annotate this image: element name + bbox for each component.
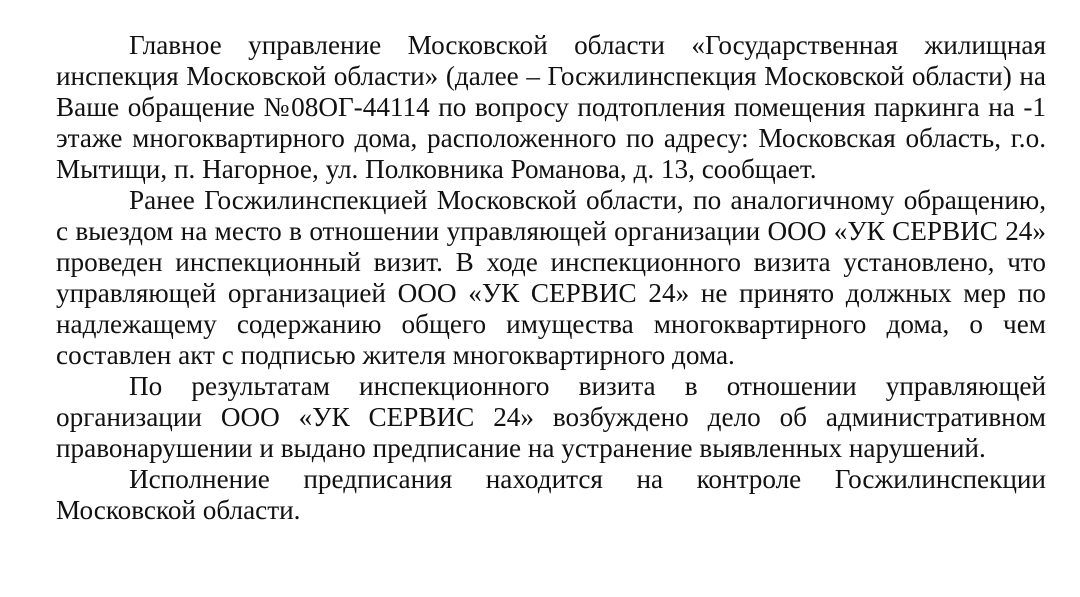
paragraph-introduction: Главное управление Московской области «Государственная жилищная инспекция Московской области» (далее – Госжилинспекция Московской области) на Ваше обращение №08ОГ-44114 по вопросу подтопления помещения паркинга на -1 этаже многоквартирного дома, расположенного по адресу: Московская область, г.о. Мытищи, п. Нагорное, ул. Полковника Романова, д. 13, сообщает. [56, 30, 1046, 184]
paragraph-control: Исполнение предписания находится на контроле Госжилинспекции Московской области. [56, 464, 1046, 525]
paragraph-inspection-results: По результатам инспекционного визита в отношении управляющей организации ООО «УК СЕРВИС 24» возбуждено дело об административном правонарушении и выдано предписание на устранение выявленных нарушений. [56, 371, 1046, 463]
paragraph-inspection-visit: Ранее Госжилинспекцией Московской области, по аналогичному обращению, с выездом на место в отношении управляющей организации ООО «УК СЕРВИС 24» проведен инспекционный визит. В ходе инспекционного визита установлено, что управляющей организацией ООО «УК СЕРВИС 24» не принято должных мер по надлежащему содержанию общего имущества многоквартирного дома, о чем составлен акт с подписью жителя многоквартирного дома. [56, 185, 1046, 370]
letter-body [56, 30, 1046, 526]
